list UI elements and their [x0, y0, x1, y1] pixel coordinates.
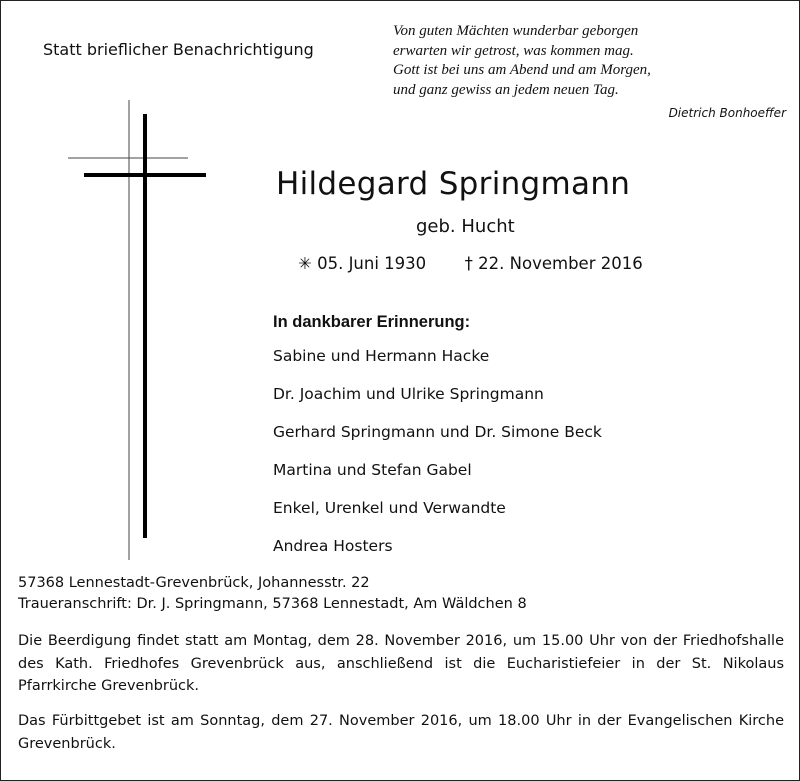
poem-line: Gott ist bei uns am Abend und am Morgen,	[393, 62, 651, 78]
funeral-paragraph: Die Beerdigung findet statt am Montag, dem 28. November 2016, um 15.00 Uhr von der Friedhofshalle des Kath. Friedhofes Grevenbrück aus, anschließend ist die Eucharistiefeier in der St. Nikolaus Pfarrkirche Grevenbrück.	[18, 633, 784, 694]
poem-line: und ganz gewiss an jedem neuen Tag.	[393, 81, 619, 98]
poem-author: Dietrich Bonhoeffer	[668, 106, 786, 120]
mourner-item: Dr. Joachim und Ulrike Springmann	[273, 385, 544, 403]
deceased-name: Hildegard Springmann	[276, 166, 631, 202]
address-block	[18, 573, 527, 615]
address-line: 57368 Lennestadt-Grevenbrück, Johannesstr. 22	[18, 575, 370, 591]
mourners-list	[273, 346, 602, 574]
memory-heading: In dankbarer Erinnerung:	[273, 313, 471, 331]
header-note: Statt brieflicher Benachrichtigung	[43, 40, 314, 59]
poem-line: Von guten Mächten wunderbar geborgen	[393, 23, 639, 39]
mourner-item: Enkel, Urenkel und Verwandte	[273, 499, 506, 517]
birth-date: 05. Juni 1930	[317, 254, 427, 273]
mourner-item: Sabine und Hermann Hacke	[273, 347, 490, 365]
poem-line: erwarten wir getrost, was kommen mag.	[393, 42, 634, 59]
death-date: 22. November 2016	[478, 254, 643, 273]
mourner-item: Andrea Hosters	[273, 537, 393, 555]
mourner-item: Martina und Stefan Gabel	[273, 461, 472, 479]
maiden-name: geb. Hucht	[416, 216, 515, 237]
birth-star-icon: ✳	[298, 254, 312, 273]
death-cross-icon: †	[464, 254, 473, 273]
life-dates	[298, 254, 643, 273]
mourning-address-line: Traueranschrift: Dr. J. Springmann, 57368 Lennestadt, Am Wäldchen 8	[18, 596, 527, 612]
mourner-item: Gerhard Springmann und Dr. Simone Beck	[273, 423, 602, 441]
prayer-paragraph: Das Fürbittgebet ist am Sonntag, dem 27. November 2016, um 18.00 Uhr in der Evangelischen Kirche Grevenbrück.	[18, 713, 784, 752]
